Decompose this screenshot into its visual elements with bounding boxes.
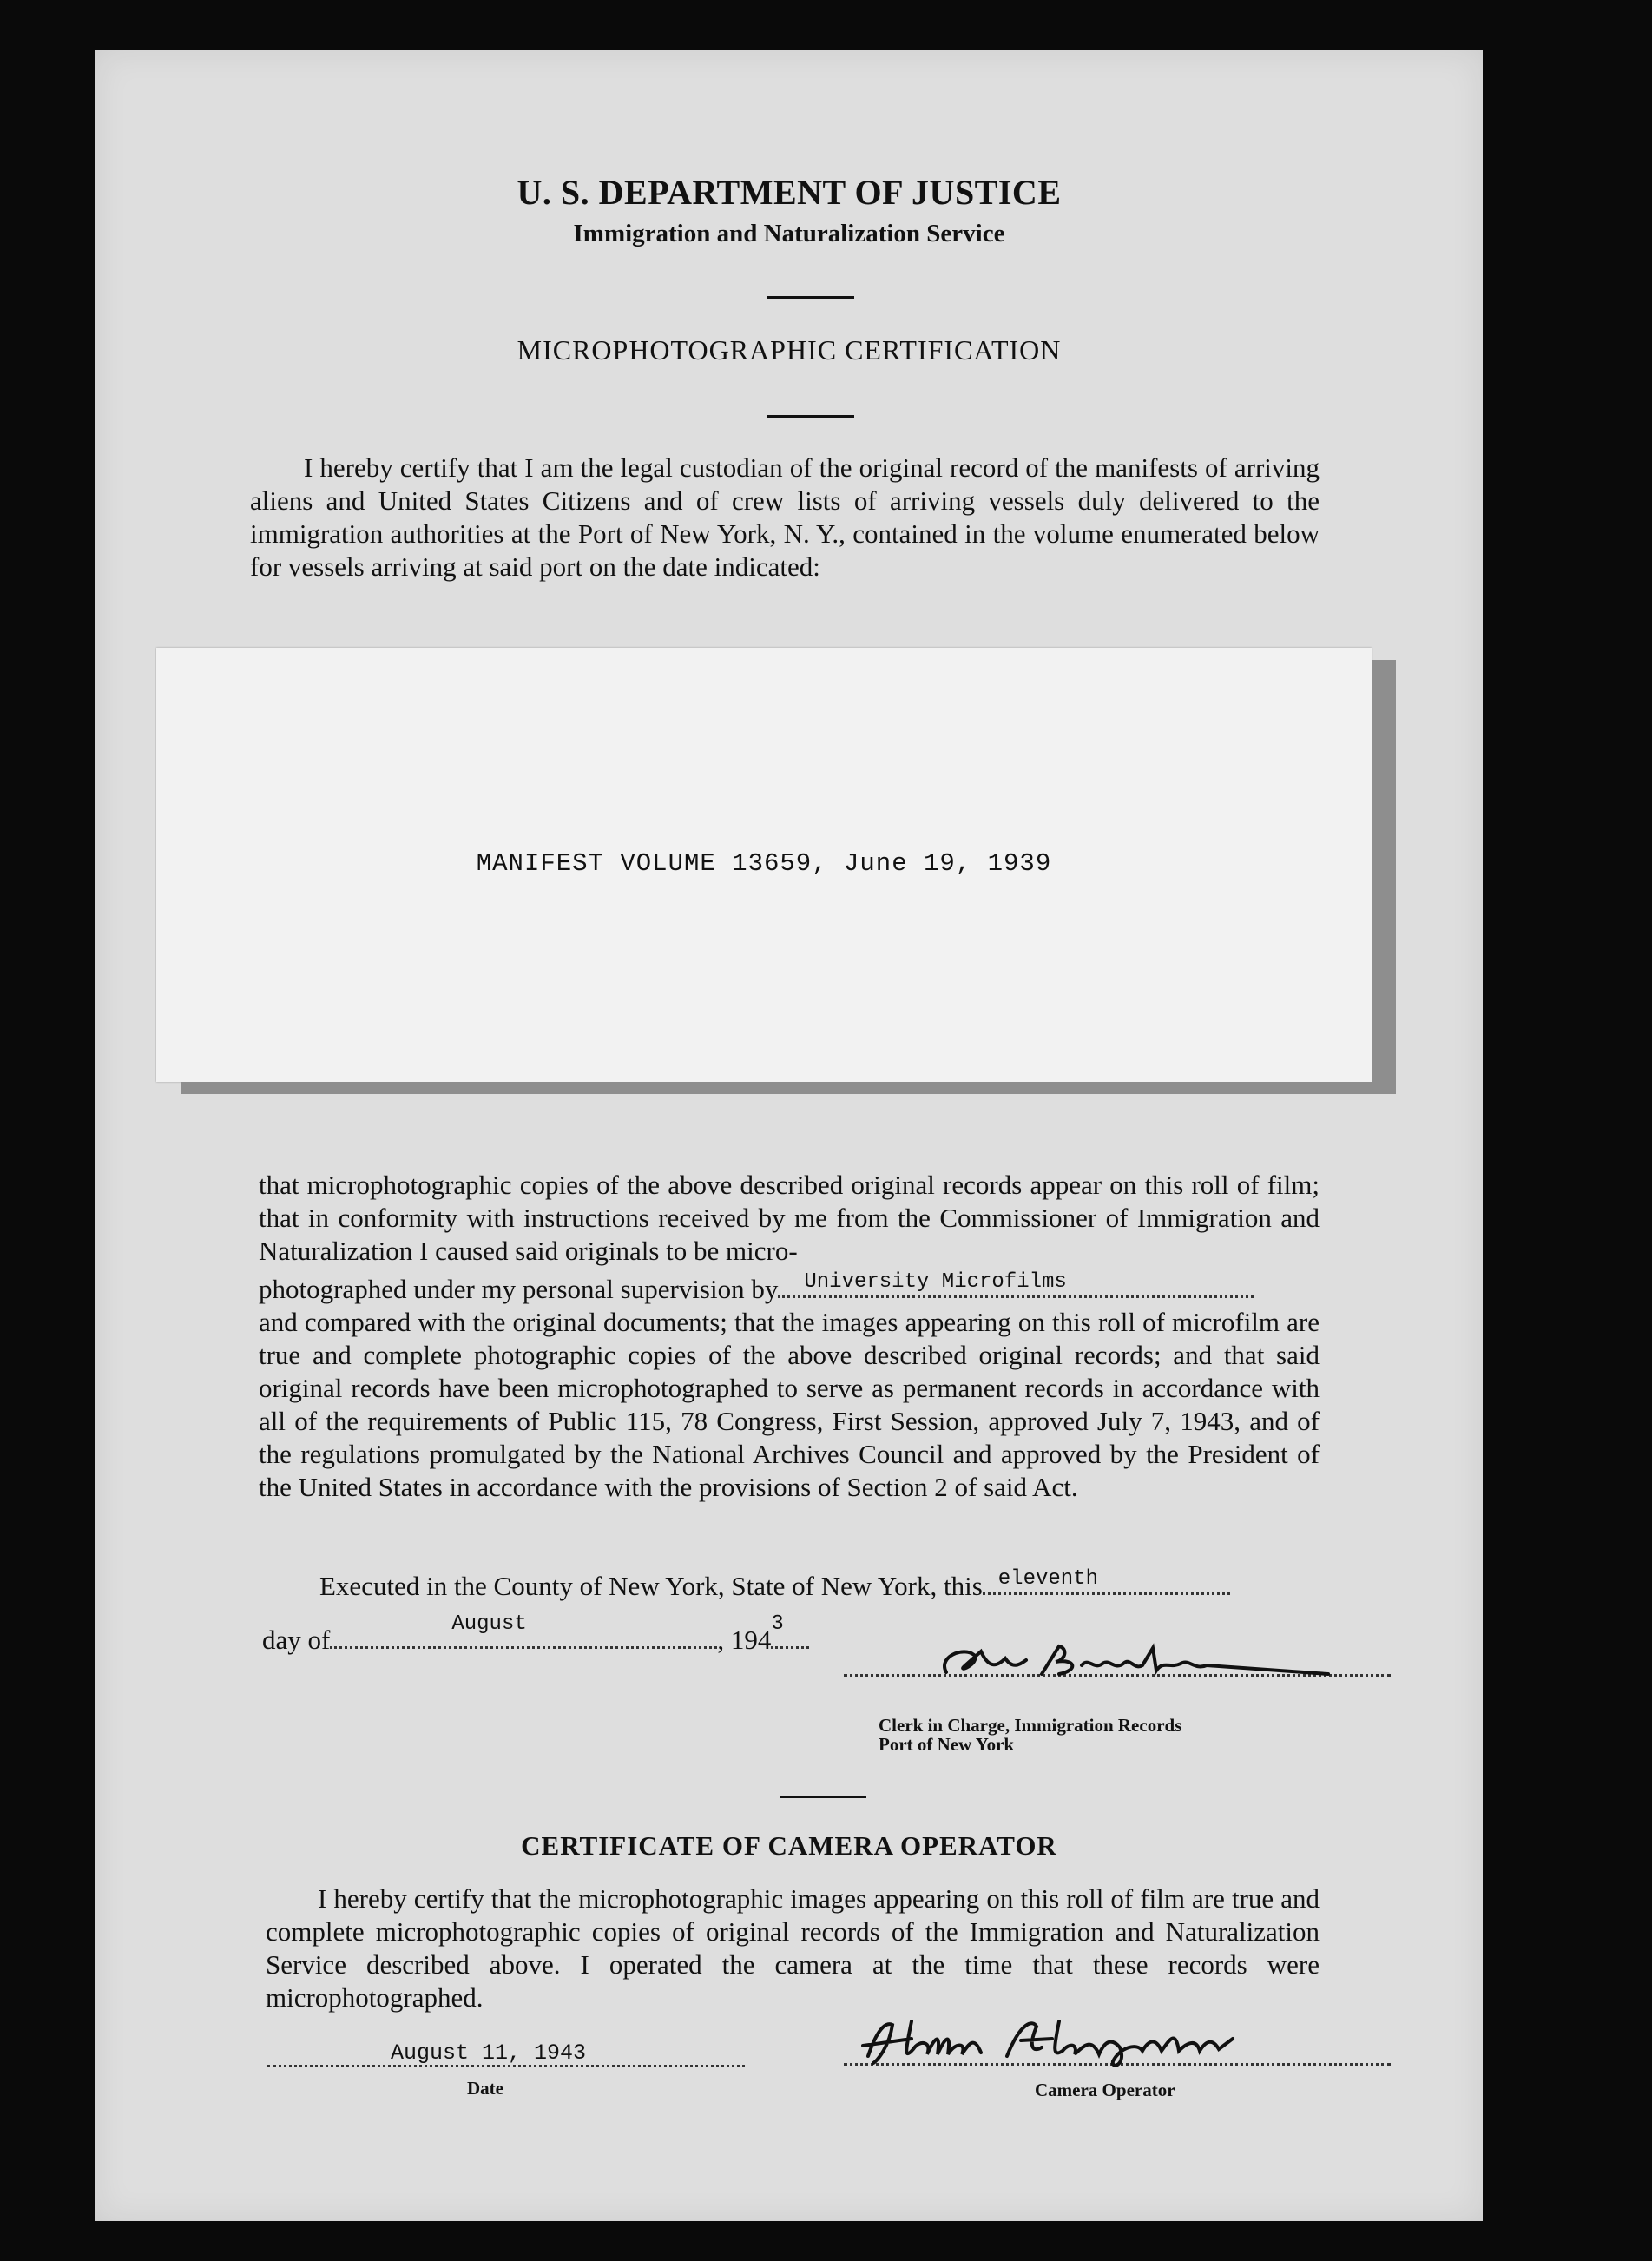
- operator-signature: [851, 2013, 1337, 2073]
- executed-day-dotted-line: [983, 1568, 1230, 1595]
- supervision-prefix: photographed under my personal supervision by: [259, 1274, 779, 1304]
- year-dotted-line: [771, 1612, 809, 1649]
- divider-rule-1: [767, 296, 854, 299]
- body-paragraph: [259, 1169, 1320, 1504]
- service-subheading: Immigration and Naturalization Service: [573, 220, 1005, 247]
- body-rest: and compared with the original documents; that the images appearing on this roll of microfilm are true and complete photographic copies of the above described original records; and that said original records have been microphotographed to serve as permanent records in accordance with all of the requirements of Public 115, 78 Congress, First Session, approved July 7, 1943, and of the regulations promulgated by the National Archives Council and approved by the President of the United States in accordance with the provisions of Section 2 of said Act.: [259, 1307, 1320, 1502]
- clerk-signature: [929, 1639, 1337, 1691]
- camera-date-value: August 11, 1943: [391, 2040, 587, 2066]
- department-heading: U. S. DEPARTMENT OF JUSTICE: [517, 173, 1062, 212]
- camera-paragraph: I hereby certify that the microphotographic images appearing on this roll of film are true and complete microphotographic copies of original records of the Immigration and Naturalization Service described above. I operated the camera at the time that these records were microphotographed.: [266, 1883, 1320, 2013]
- body-lead: that microphotographic copies of the above described original records appear on this roll of film; that in conformity with instructions received by me from the Commissioner of Immigration and Naturalization I caused said originals to be micro-: [259, 1170, 1320, 1266]
- manifest-volume-text: MANIFEST VOLUME 13659, June 19, 1939: [476, 849, 1052, 878]
- day-of-label: day of: [262, 1625, 331, 1655]
- month-value: August: [451, 1612, 527, 1636]
- supervision-by-value: University Microfilms: [804, 1270, 1067, 1294]
- certification-title: MICROPHOTOGRAPHIC CERTIFICATION: [517, 334, 1062, 366]
- camera-certificate-title: CERTIFICATE OF CAMERA OPERATOR: [521, 1830, 1057, 1861]
- intro-paragraph: I hereby certify that I am the legal custodian of the original record of the manifests of arriving aliens and United States Citizens and of crew lists of arriving vessels duly delivered to the immigration authorities at the Port of New York, N. Y., contained in the volume enumerated below for vessels arriving at said port on the date indicated:: [250, 452, 1320, 582]
- executed-prefix: Executed in the County of New York, State of New York, this: [319, 1571, 983, 1601]
- year-prefix: , 194: [717, 1625, 772, 1655]
- clerk-title-1: Clerk in Charge, Immigration Records: [879, 1715, 1182, 1736]
- manifest-insert-slip: [156, 648, 1372, 1082]
- supervision-dotted-line: [778, 1271, 1254, 1298]
- divider-rule-3: [780, 1796, 866, 1798]
- certificate-page: [95, 50, 1483, 2221]
- operator-label: Camera Operator: [1035, 2080, 1175, 2100]
- executed-line: [319, 1568, 1230, 1603]
- clerk-title-2: Port of New York: [879, 1734, 1015, 1755]
- divider-rule-2: [767, 415, 854, 418]
- date-label: Date: [467, 2078, 503, 2099]
- executed-day-value: eleventh: [997, 1567, 1098, 1591]
- day-of-line: [262, 1612, 809, 1657]
- supervision-line: [259, 1271, 1320, 1306]
- month-dotted-line: [330, 1612, 717, 1649]
- year-digit-value: 3: [771, 1612, 784, 1636]
